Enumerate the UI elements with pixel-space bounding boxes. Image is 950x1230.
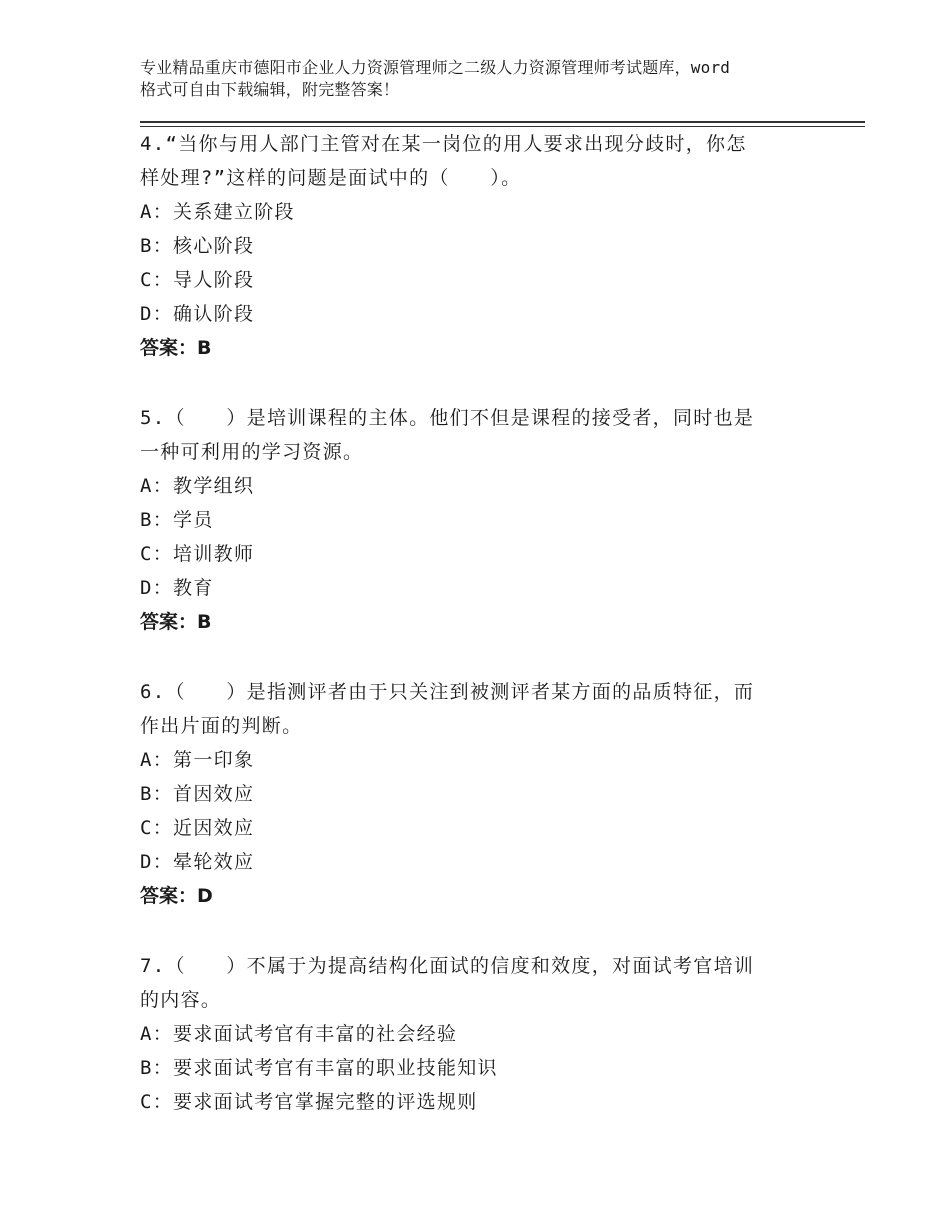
question-list (140, 127, 820, 1155)
stem-line: 的内容。 (140, 989, 222, 1011)
stem-line: 样处理?”这样的问题是面试中的（ ）。 (140, 167, 522, 189)
header-line-1: 专业精品重庆市德阳市企业人力资源管理师之二级人力资源管理师考试题库，word (140, 58, 731, 77)
question-4 (140, 127, 820, 365)
answer-label: 答案：B (140, 611, 212, 633)
header-line-2: 格式可自由下载编辑，附完整答案！ (140, 80, 400, 99)
option-b: B：首因效应 (140, 783, 255, 805)
stem-line: 5.（ ）是培训课程的主体。他们不但是课程的接受者，同时也是 (140, 407, 755, 429)
option-c: C：要求面试考官掌握完整的评选规则 (140, 1091, 478, 1113)
option-d: D：晕轮效应 (140, 851, 255, 873)
question-stem (140, 675, 820, 743)
option-b: B：学员 (140, 509, 214, 531)
header-divider-thick (140, 121, 865, 123)
question-5 (140, 401, 820, 639)
answer-label: 答案：D (140, 885, 213, 907)
option-a: A：第一印象 (140, 749, 255, 771)
option-c: C：近因效应 (140, 817, 255, 839)
question-stem (140, 949, 820, 1017)
question-7 (140, 949, 820, 1119)
option-a: A：教学组织 (140, 475, 255, 497)
stem-line: 作出片面的判断。 (140, 715, 303, 737)
option-d: D：教育 (140, 577, 214, 599)
answer-label: 答案：B (140, 337, 212, 359)
stem-line: 6.（ ）是指测评者由于只关注到被测评者某方面的品质特征，而 (140, 681, 755, 703)
option-b: B：核心阶段 (140, 235, 255, 257)
question-stem (140, 401, 820, 469)
page-header (140, 57, 840, 101)
stem-line: 4.“当你与用人部门主管对在某一岗位的用人要求出现分歧时，你怎 (140, 133, 747, 155)
option-c: C：导人阶段 (140, 269, 255, 291)
option-a: A：关系建立阶段 (140, 201, 295, 223)
question-6 (140, 675, 820, 913)
stem-line: 一种可利用的学习资源。 (140, 441, 364, 463)
option-b: B：要求面试考官有丰富的职业技能知识 (140, 1057, 498, 1079)
option-d: D：确认阶段 (140, 303, 255, 325)
question-stem (140, 127, 820, 195)
stem-line: 7.（ ）不属于为提高结构化面试的信度和效度，对面试考官培训 (140, 955, 755, 977)
option-a: A：要求面试考官有丰富的社会经验 (140, 1023, 458, 1045)
option-c: C：培训教师 (140, 543, 255, 565)
